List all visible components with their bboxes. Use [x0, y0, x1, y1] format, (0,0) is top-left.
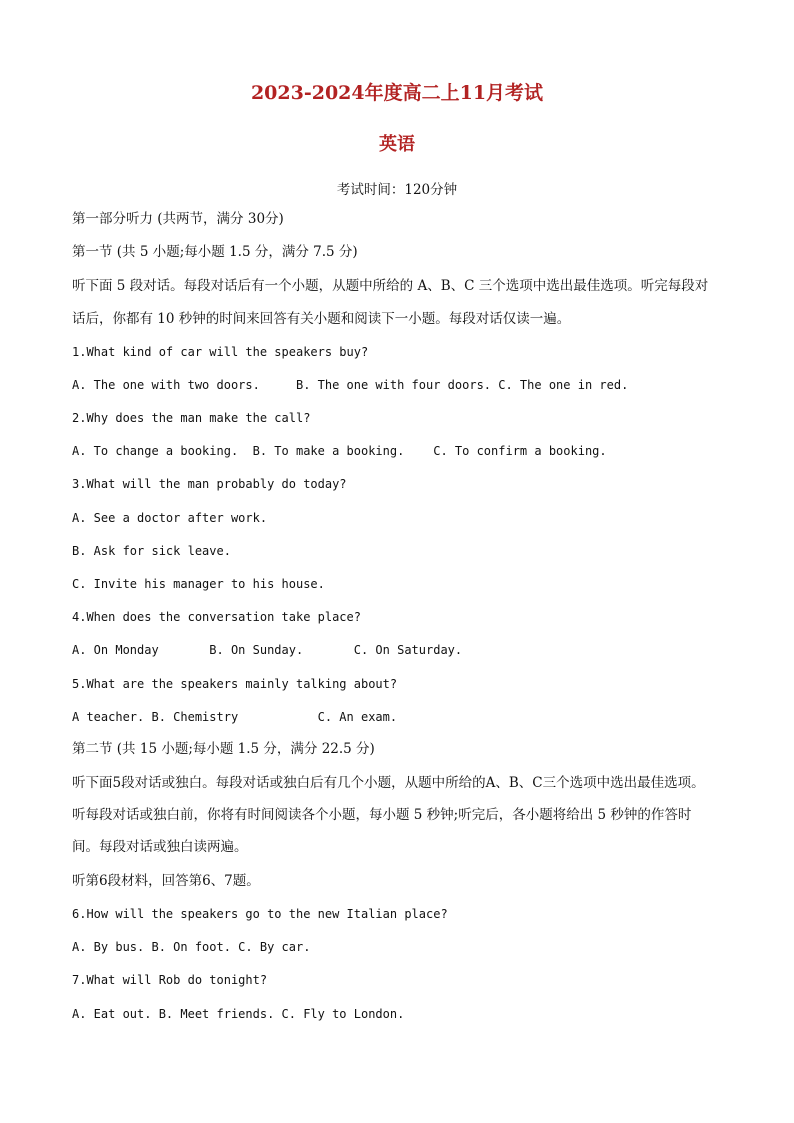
section2-heading: 第二节 (共 15 小题;每小题 1.5 分，满分 22.5 分) [72, 741, 375, 757]
question-5: 5.What are the speakers mainly talking about? [72, 677, 398, 691]
part1-heading: 第一部分听力 (共两节，满分 30分) [72, 211, 284, 227]
question-1: 1.What kind of car will the speakers buy? [72, 345, 369, 359]
section1-heading: 第一节 (共 5 小题;每小题 1.5 分，满分 7.5 分) [72, 244, 358, 260]
section1-instructions-line2: 话后，你都有 10 秒钟的时间来回答有关小题和阅读下一小题。每段对话仅读一遍。 [72, 311, 571, 327]
section2-instructions-line3: 间。每段对话或独白读两遍。 [72, 839, 248, 855]
question-2-options: A. To change a booking. B. To make a booking. C. To confirm a booking. [72, 444, 607, 458]
exam-time: 考试时间：120分钟 [336, 182, 458, 198]
section1-instructions-line1: 听下面 5 段对话。每段对话后有一个小题，从题中所给的 A、B、C 三个选项中选出最佳选项。听完每段对 [72, 278, 709, 294]
question-1-options: A. The one with two doors. B. The one with four doors. C. The one in red. [72, 378, 629, 392]
section2-instructions-line1: 听下面5段对话或独白。每段对话或独白后有几个小题，从题中所给的A、B、C三个选项中选出最佳选项。 [72, 775, 705, 791]
question-6-options: A. By bus. B. On foot. C. By car. [72, 940, 311, 954]
question-4: 4.When does the conversation take place? [72, 610, 361, 624]
question-7: 7.What will Rob do tonight? [72, 973, 268, 987]
question-7-options: A. Eat out. B. Meet friends. C. Fly to London. [72, 1007, 405, 1021]
question-3: 3.What will the man probably do today? [72, 477, 347, 491]
question-3-option-b: B. Ask for sick leave. [72, 544, 231, 558]
question-6: 6.How will the speakers go to the new Italian place? [72, 907, 448, 921]
exam-subject: 英语 [379, 134, 415, 155]
section2-instructions-line2: 听每段对话或独白前，你将有时间阅读各个小题，每小题 5 秒钟;听完后，各小题将给出 5 秒钟的作答时 [72, 807, 692, 823]
question-3-option-a: A. See a doctor after work. [72, 511, 268, 525]
material-6-note: 听第6段材料，回答第6、7题。 [72, 873, 260, 889]
question-2: 2.Why does the man make the call? [72, 411, 311, 425]
question-3-option-c: C. Invite his manager to his house. [72, 577, 325, 591]
exam-title: 2023-2024年度高二上11月考试 [250, 82, 544, 104]
question-4-options: A. On Monday B. On Sunday. C. On Saturday. [72, 643, 463, 657]
question-5-options: A teacher. B. Chemistry C. An exam. [72, 710, 398, 724]
